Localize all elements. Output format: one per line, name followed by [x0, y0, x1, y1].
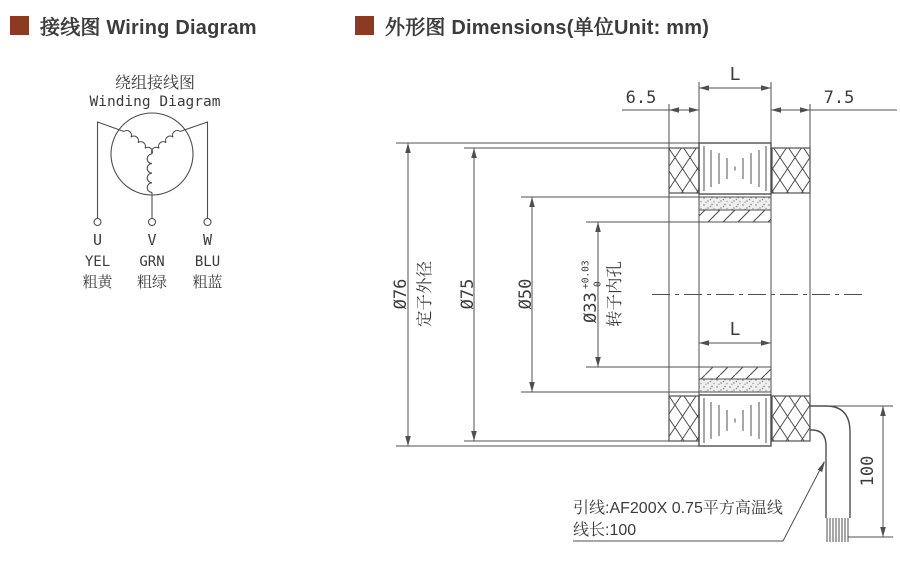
diameter-dimension-lines	[408, 143, 598, 446]
winding-title-cn: 绕组接线图	[114, 75, 196, 92]
lead-length-dimension	[812, 406, 893, 537]
dim-label-length-bottom: L	[729, 319, 741, 340]
terminal-v-id: V	[147, 231, 157, 249]
terminal-w-color-cn: 粗蓝	[192, 274, 223, 291]
terminal-u	[94, 219, 101, 226]
terminal-u-color-code: YEL	[84, 254, 111, 270]
dim-label-od33: Ø33	[581, 292, 601, 323]
dim-label-end-right: 7.5	[823, 88, 855, 108]
dim-label-od33-name: 转子内孔	[606, 261, 624, 327]
terminal-v	[149, 219, 156, 226]
rotor-magnet-top	[699, 197, 771, 210]
terminal-v-color-cn: 粗绿	[136, 274, 168, 291]
end-winding-top-right	[772, 148, 810, 193]
diameter-arrowheads	[405, 143, 601, 446]
terminal-v-color-code: GRN	[139, 254, 165, 270]
lead-u-line	[98, 122, 125, 219]
rotor-core-top	[699, 210, 771, 222]
dim-label-od75: Ø75	[458, 278, 478, 310]
dim-label-od76: Ø76	[391, 278, 411, 310]
end-winding-bottom-left	[669, 396, 699, 441]
section-title-dimensions: 外形图 Dimensions(单位Unit: mm)	[385, 17, 710, 39]
lead-wire-strands	[827, 518, 848, 542]
dim-label-od50: Ø50	[516, 278, 536, 310]
end-winding-top-left	[669, 148, 699, 193]
coil-u	[124, 131, 152, 154]
terminal-w	[204, 219, 211, 226]
lead-w-line	[180, 122, 208, 219]
lead-note	[573, 461, 825, 541]
leader-arrowhead	[818, 461, 825, 472]
section-title-wiring: 接线图 Wiring Diagram	[40, 17, 257, 39]
dim-label-od76-name: 定子外径	[416, 261, 434, 327]
terminal-u-color-cn: 粗黄	[82, 274, 113, 291]
rotor-core-bottom	[699, 367, 771, 379]
lead-note-line2: 线长:100	[573, 522, 637, 539]
lead-wire	[810, 406, 850, 542]
arrowhead	[880, 527, 886, 537]
dim-label-end-left: 6.5	[625, 88, 657, 108]
terminal-w-color-code: BLU	[194, 254, 221, 270]
coil-w	[152, 131, 180, 154]
dim-label-od33-tol-lower: 0	[592, 281, 604, 287]
dim-label-od33-group	[581, 260, 604, 323]
dim-label-lead-length: 100	[858, 455, 878, 487]
winding-diagram	[82, 73, 222, 291]
winding-title-en: Winding Diagram	[89, 94, 221, 110]
terminal-u-id: U	[92, 231, 103, 249]
coil-v	[147, 154, 152, 192]
rotor-magnet-bottom	[699, 379, 771, 392]
end-winding-bottom-right	[772, 396, 810, 441]
dim-label-length-top: L	[729, 64, 741, 85]
lead-note-line1: 引线:AF200X 0.75平方高温线	[573, 500, 783, 517]
terminal-w-id: W	[202, 231, 213, 249]
arrowhead	[880, 406, 886, 416]
dim-label-od33-tol-upper: +0.03	[580, 260, 592, 289]
extension-verticals	[669, 82, 810, 396]
dimension-drawing	[391, 64, 897, 542]
